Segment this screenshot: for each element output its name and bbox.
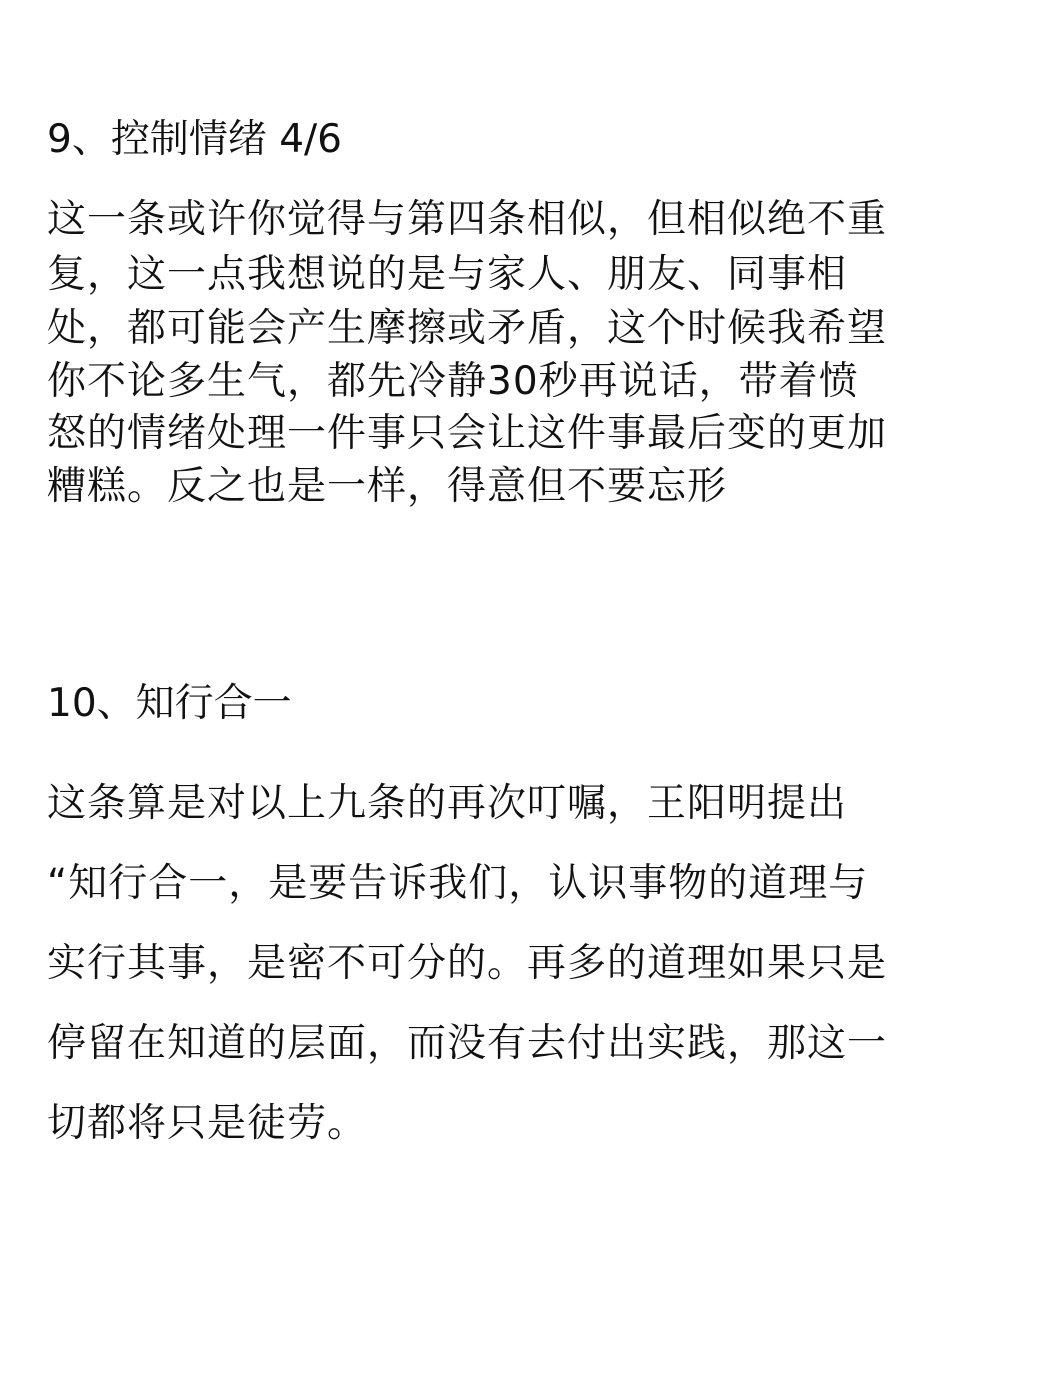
paragraph-line: 实行其事，是密不可分的。再多的道理如果只是	[47, 941, 888, 986]
paragraph-line: 这条算是对以上九条的再次叮嘱，王阳明提出	[47, 781, 848, 826]
paragraph-line: 糟糕。反之也是一样，得意但不要忘形	[47, 464, 728, 509]
paragraph-line: 处，都可能会产生摩擦或矛盾，这个时候我希望	[47, 306, 888, 351]
paragraph-line: 停留在知道的层面，而没有去付出实践，那这一	[47, 1021, 888, 1066]
paragraph-line: 切都将只是徒劳。	[47, 1101, 368, 1146]
paragraph-line: “知行合一，是要告诉我们，认识事物的道理与	[47, 861, 869, 906]
paragraph-line: 这一条或许你觉得与第四条相似，但相似绝不重	[47, 197, 888, 242]
paragraph-line: 怒的情绪处理一件事只会让这件事最后变的更加	[47, 411, 888, 456]
section-title-unity-of-knowledge-action: 10、知行合一	[47, 681, 292, 726]
paragraph-line: 你不论多生气，都先冷静30秒再说话，带着愤	[47, 359, 859, 404]
paragraph-line: 复，这一点我想说的是与家人、朋友、同事相	[47, 252, 848, 297]
section-title-control-emotions: 9、控制情绪 4/6	[47, 117, 342, 162]
